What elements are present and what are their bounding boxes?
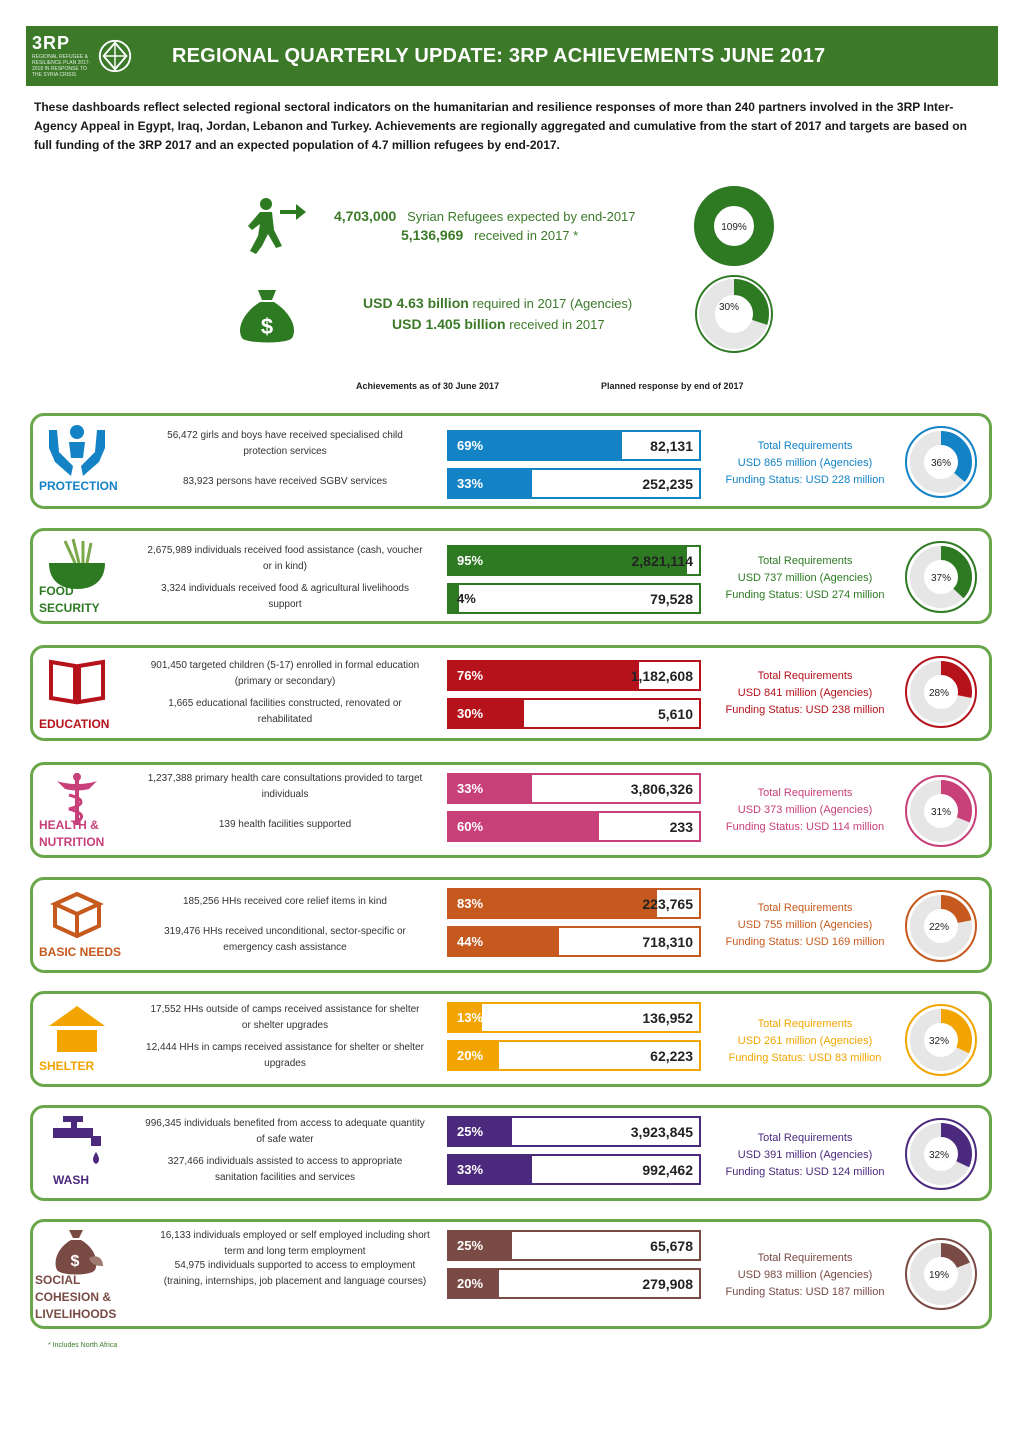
ring-percent: 31% <box>930 807 952 818</box>
progress-percent: 76% <box>457 668 484 683</box>
protection-hands-icon <box>45 422 109 478</box>
refugees-received-line <box>401 227 578 243</box>
sector-social-cohesion <box>30 1219 992 1329</box>
funding-required-value: USD 4.63 billion <box>363 295 469 311</box>
progress-percent: 33% <box>457 476 484 491</box>
intro-paragraph: These dashboards reflect selected regional sectoral indicators on the humanitarian and resilience responses of more than 240 partners involved in the 3RP Inter-Agency Appeal in Egypt, Iraq, Jordan, Lebanon and Turkey. Achievements are regionally aggregated and cumulative from the start of 2017 and targets are based on full funding of the 3RP 2017 and an expected population of 4.7 million refugees by end-2017. <box>34 100 967 152</box>
requirements-block <box>707 438 903 489</box>
sector-health-nutrition <box>30 762 992 858</box>
sector-name: SOCIAL COHESION & LIVELIHOODS <box>35 1273 117 1321</box>
relief-box-icon <box>45 886 109 942</box>
sector-shelter <box>30 991 992 1087</box>
requirements-amount: USD 737 million (Agencies) <box>737 572 873 584</box>
progress-percent: 33% <box>457 1162 484 1177</box>
requirements-amount: USD 755 million (Agencies) <box>737 919 873 931</box>
funding-status: Funding Status: USD 228 million <box>725 474 885 486</box>
sector-name: HEALTH & NUTRITION <box>39 818 105 849</box>
logo-subtitle: REGIONAL REFUGEE & RESILIENCE PLAN 2017-2018 IN RESPONSE TO THE SYRIA CRISIS <box>32 54 91 78</box>
refugees-received-label: received in 2017 * <box>474 228 579 243</box>
progress-target: 136,952 <box>642 1010 693 1026</box>
progress-bar <box>447 1230 701 1261</box>
progress-target: 1,182,608 <box>630 668 693 684</box>
sector-wash <box>30 1105 992 1201</box>
sector-name: BASIC NEEDS <box>39 945 122 959</box>
requirements-title: Total Requirements <box>757 440 853 452</box>
funding-ring-chart <box>903 1002 979 1078</box>
sector-name: EDUCATION <box>39 717 110 731</box>
progress-percent: 33% <box>457 781 484 796</box>
progress-percent: 20% <box>457 1276 484 1291</box>
progress-percent: 25% <box>457 1124 484 1139</box>
progress-target: 79,528 <box>650 591 693 607</box>
progress-target: 279,908 <box>642 1276 693 1292</box>
walking-refugee-icon <box>240 196 308 260</box>
progress-percent: 69% <box>457 438 484 453</box>
money-bag-icon <box>236 288 298 346</box>
funding-required-label: required in 2017 (Agencies) <box>472 296 633 311</box>
progress-target: 992,462 <box>642 1162 693 1178</box>
requirements-title: Total Requirements <box>757 670 853 682</box>
progress-percent: 25% <box>457 1238 484 1253</box>
sector-name: FOOD SECURITY <box>39 584 100 615</box>
progress-target: 252,235 <box>642 476 693 492</box>
ring-percent: 32% <box>928 1036 950 1047</box>
indicator-text: 1,237,388 primary health care consultations provided to target individuals <box>147 773 423 800</box>
refugees-expected-line <box>334 208 636 224</box>
progress-bar <box>447 583 701 614</box>
progress-percent: 95% <box>457 553 484 568</box>
ring-percent: 28% <box>928 688 950 699</box>
funding-ring-chart <box>903 888 979 964</box>
funding-required-line <box>363 295 632 311</box>
requirements-block <box>707 900 903 951</box>
sector-name: SHELTER <box>39 1059 95 1073</box>
requirements-title: Total Requirements <box>757 1252 853 1264</box>
requirements-block <box>707 785 903 836</box>
funding-ring-chart <box>903 773 979 849</box>
svg-text:$: $ <box>70 1253 80 1270</box>
requirements-amount: USD 983 million (Agencies) <box>737 1269 873 1281</box>
progress-percent: 20% <box>457 1048 484 1063</box>
indicator-text: 185,256 HHs received core relief items in kind <box>183 896 387 907</box>
progress-target: 65,678 <box>650 1238 693 1254</box>
logo-text: 3RP <box>32 33 71 53</box>
sector-education <box>30 645 992 741</box>
progress-target: 718,310 <box>642 934 693 950</box>
requirements-block <box>707 1016 903 1067</box>
progress-bar <box>447 1154 701 1185</box>
progress-percent: 4% <box>457 591 476 606</box>
svg-text:$: $ <box>260 314 274 339</box>
refugees-expected-label: Syrian Refugees expected by end-2017 <box>407 209 636 224</box>
progress-target: 82,131 <box>650 438 693 454</box>
sector-food-security <box>30 528 992 624</box>
progress-bar <box>447 926 701 957</box>
requirements-block <box>707 1250 903 1301</box>
header-banner <box>26 26 998 86</box>
funding-ring-label: 30% <box>718 302 740 313</box>
indicator-text: 139 health facilities supported <box>218 819 352 830</box>
indicator-text: 54,975 individuals supported to access to employment (training, internships, job placement and language courses) <box>163 1260 427 1287</box>
water-tap-icon <box>45 1114 109 1170</box>
funding-received-value: USD 1.405 billion <box>392 316 506 332</box>
progress-percent: 13% <box>457 1010 484 1025</box>
funding-ring-chart <box>903 539 979 615</box>
requirements-amount: USD 865 million (Agencies) <box>737 457 873 469</box>
indicator-text: 319,476 HHs received unconditional, sector-specific or emergency cash assistance <box>164 926 406 953</box>
ring-percent: 36% <box>930 458 952 469</box>
funding-received-line <box>392 316 605 332</box>
refugees-received-value: 5,136,969 <box>401 227 464 243</box>
funding-ring-chart <box>692 272 776 356</box>
ring-percent: 19% <box>928 1270 950 1281</box>
logo-emblem-icon <box>96 36 134 76</box>
requirements-title: Total Requirements <box>757 787 853 799</box>
funding-ring-chart <box>903 1236 979 1312</box>
requirements-amount: USD 391 million (Agencies) <box>737 1149 873 1161</box>
progress-bar <box>447 468 701 499</box>
indicator-text: 996,345 individuals benefited from access to adequate quantity of safe water <box>145 1118 425 1145</box>
3rp-logo <box>26 27 134 85</box>
funding-status: Funding Status: USD 169 million <box>725 936 885 948</box>
requirements-block <box>707 668 903 719</box>
progress-bar <box>447 698 701 729</box>
progress-bar <box>447 1040 701 1071</box>
sector-basic-needs <box>30 877 992 973</box>
progress-bar <box>447 811 701 842</box>
achievements-column-label: Achievements as of 30 June 2017 <box>356 381 500 391</box>
requirements-title: Total Requirements <box>757 1132 853 1144</box>
progress-target: 2,821,114 <box>631 553 693 569</box>
requirements-block <box>707 553 903 604</box>
progress-target: 5,610 <box>657 706 693 722</box>
indicator-text: 17,552 HHs outside of camps received assistance for shelter or shelter upgrades <box>150 1004 420 1031</box>
requirements-amount: USD 841 million (Agencies) <box>737 687 873 699</box>
funding-status: Funding Status: USD 114 million <box>725 821 885 833</box>
funding-status: Funding Status: USD 124 million <box>725 1166 885 1178</box>
indicator-text: 56,472 girls and boys have received specialised child protection services <box>167 430 403 457</box>
planned-column-label: Planned response by end of 2017 <box>601 381 744 391</box>
house-icon <box>45 1000 109 1056</box>
progress-percent: 83% <box>457 896 484 911</box>
progress-bar <box>447 888 701 919</box>
page-title: REGIONAL QUARTERLY UPDATE: 3RP ACHIEVEMENTS JUNE 2017 <box>172 44 826 67</box>
footnote: * Includes North Africa <box>48 1342 118 1349</box>
progress-target: 3,923,845 <box>630 1124 693 1140</box>
requirements-block <box>707 1130 903 1181</box>
progress-target: 3,806,326 <box>630 781 693 797</box>
indicator-text: 3,324 individuals received food & agricultural livelihoods support <box>161 583 409 610</box>
sector-name: PROTECTION <box>39 479 118 493</box>
open-book-icon <box>45 654 109 710</box>
progress-bar <box>447 1002 701 1033</box>
funding-ring-chart <box>903 424 979 500</box>
progress-bar <box>447 773 701 804</box>
funding-ring-chart <box>903 1116 979 1192</box>
ring-percent: 32% <box>928 1150 950 1161</box>
progress-target: 223,765 <box>642 896 693 912</box>
progress-bar <box>447 660 701 691</box>
refugees-expected-value: 4,703,000 <box>334 208 397 224</box>
sector-name: WASH <box>53 1173 89 1187</box>
sector-protection <box>30 413 992 509</box>
funding-status: Funding Status: USD 83 million <box>728 1052 882 1064</box>
funding-status: Funding Status: USD 238 million <box>725 704 885 716</box>
progress-bar <box>447 1116 701 1147</box>
requirements-title: Total Requirements <box>757 1018 853 1030</box>
progress-bar <box>447 1268 701 1299</box>
funding-status: Funding Status: USD 274 million <box>725 589 885 601</box>
progress-percent: 44% <box>457 934 484 949</box>
progress-target: 233 <box>669 819 693 835</box>
progress-bar <box>447 430 701 461</box>
progress-percent: 30% <box>457 706 484 721</box>
funding-status: Funding Status: USD 187 million <box>725 1286 885 1298</box>
indicator-text: 2,675,989 individuals received food assistance (cash, voucher or in kind) <box>147 545 423 572</box>
funding-ring-chart <box>903 654 979 730</box>
ring-percent: 22% <box>928 922 950 933</box>
indicator-text: 327,466 individuals assisted to access to appropriate sanitation facilities and services <box>167 1156 403 1183</box>
indicator-text: 16,133 individuals employed or self employed including short term and long term employment <box>160 1230 430 1257</box>
indicator-text: 901,450 targeted children (5-17) enrolled in formal education (primary or secondary) <box>150 660 420 687</box>
funding-received-label: received in 2017 <box>509 317 605 332</box>
progress-target: 62,223 <box>650 1048 693 1064</box>
progress-bar <box>447 545 701 576</box>
requirements-title: Total Requirements <box>757 902 853 914</box>
requirements-title: Total Requirements <box>757 555 853 567</box>
indicator-text: 83,923 persons have received SGBV services <box>183 476 387 487</box>
ring-percent: 37% <box>930 573 952 584</box>
requirements-amount: USD 261 million (Agencies) <box>737 1035 873 1047</box>
refugees-ring-label: 109% <box>721 222 747 233</box>
requirements-amount: USD 373 million (Agencies) <box>737 804 873 816</box>
progress-percent: 60% <box>457 819 484 834</box>
indicator-text: 1,665 educational facilities constructed, renovated or rehabilitated <box>168 698 402 725</box>
refugees-ring-chart <box>692 184 776 268</box>
indicator-text: 12,444 HHs in camps received assistance for shelter or shelter upgrades <box>146 1042 424 1069</box>
